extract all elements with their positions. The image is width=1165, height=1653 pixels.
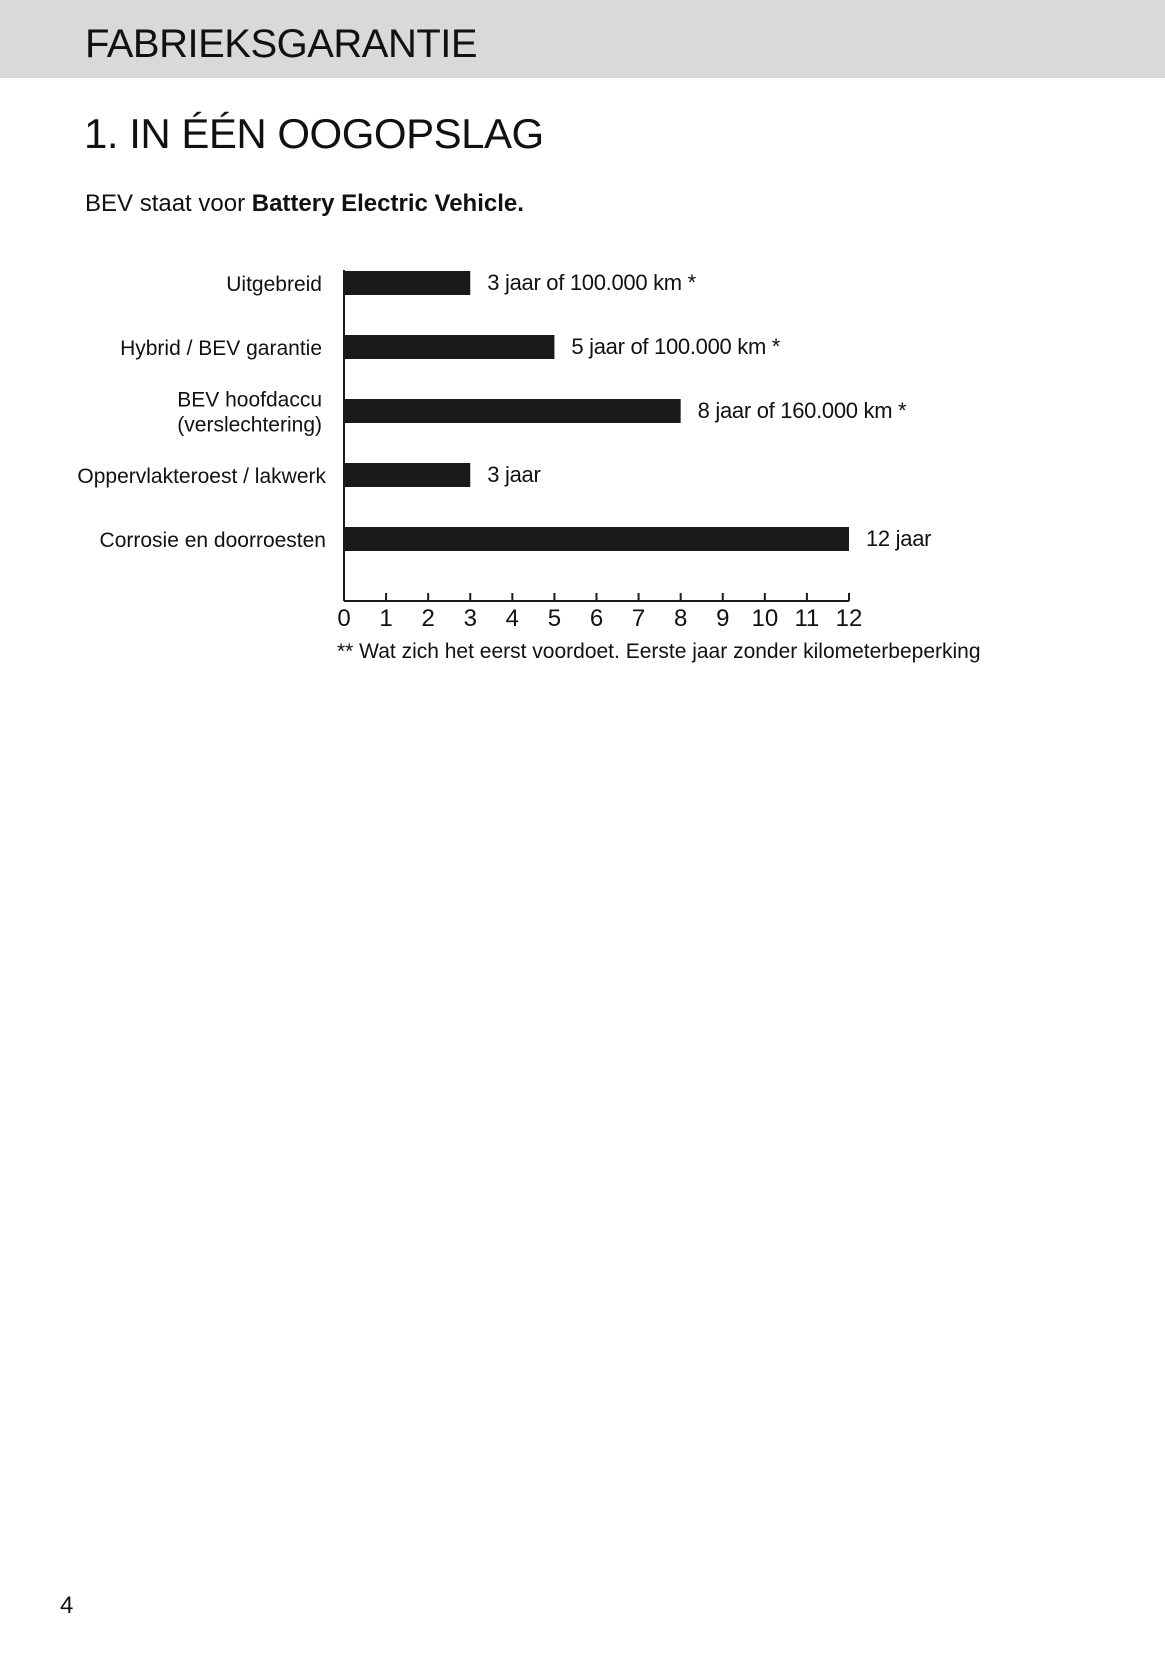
bar-3	[344, 463, 470, 487]
x-tick-label-0: 0	[337, 605, 351, 632]
page-header-title: FABRIEKSGARANTIE	[85, 22, 478, 66]
x-tick-label-2: 2	[421, 605, 435, 632]
data-label-0: 3 jaar of 100.000 km *	[487, 270, 696, 295]
x-tick-label-3: 3	[463, 605, 477, 632]
warranty-bar-chart	[0, 0, 1165, 640]
category-label-4: Corrosie en doorroesten	[99, 529, 326, 552]
x-tick-label-5: 5	[547, 605, 562, 632]
bar-2	[344, 399, 681, 423]
category-label-2-line-0: BEV hoofdaccu	[177, 388, 322, 412]
data-label-1: 5 jaar of 100.000 km *	[571, 334, 781, 359]
x-tick-label-1: 1	[379, 605, 393, 632]
x-tick-label-9: 9	[716, 605, 730, 632]
x-tick-label-12: 12	[835, 605, 863, 632]
x-tick-label-8: 8	[673, 605, 688, 632]
x-tick-label-4: 4	[505, 605, 520, 632]
chart-footnote: ** Wat zich het eerst voordoet. Eerste jaar zonder kilometerbeperking	[337, 640, 981, 663]
category-label-2-line-1: (verslechtering)	[177, 413, 322, 437]
category-label-0: Uitgebreid	[226, 273, 322, 296]
section-title: 1. IN ÉÉN OOGOPSLAG	[84, 110, 544, 157]
category-label-3: Oppervlakteroest / lakwerk	[77, 465, 326, 488]
x-tick-label-6: 6	[589, 605, 604, 632]
intro-text-plain: BEV staat voor	[85, 190, 252, 217]
x-tick-label-11: 11	[794, 605, 820, 632]
bar-4	[344, 527, 849, 551]
data-label-3: 3 jaar	[487, 462, 541, 487]
category-label-1: Hybrid / BEV garantie	[120, 337, 322, 360]
bar-1	[344, 335, 554, 359]
x-tick-label-10: 10	[751, 605, 779, 632]
data-label-2: 8 jaar of 160.000 km *	[697, 398, 907, 423]
page-number: 4	[60, 1592, 74, 1619]
data-label-4: 12 jaar	[866, 526, 932, 551]
intro-text-bold: Battery Electric Vehicle.	[251, 190, 524, 217]
x-tick-label-7: 7	[631, 605, 646, 632]
bar-0	[344, 271, 470, 295]
